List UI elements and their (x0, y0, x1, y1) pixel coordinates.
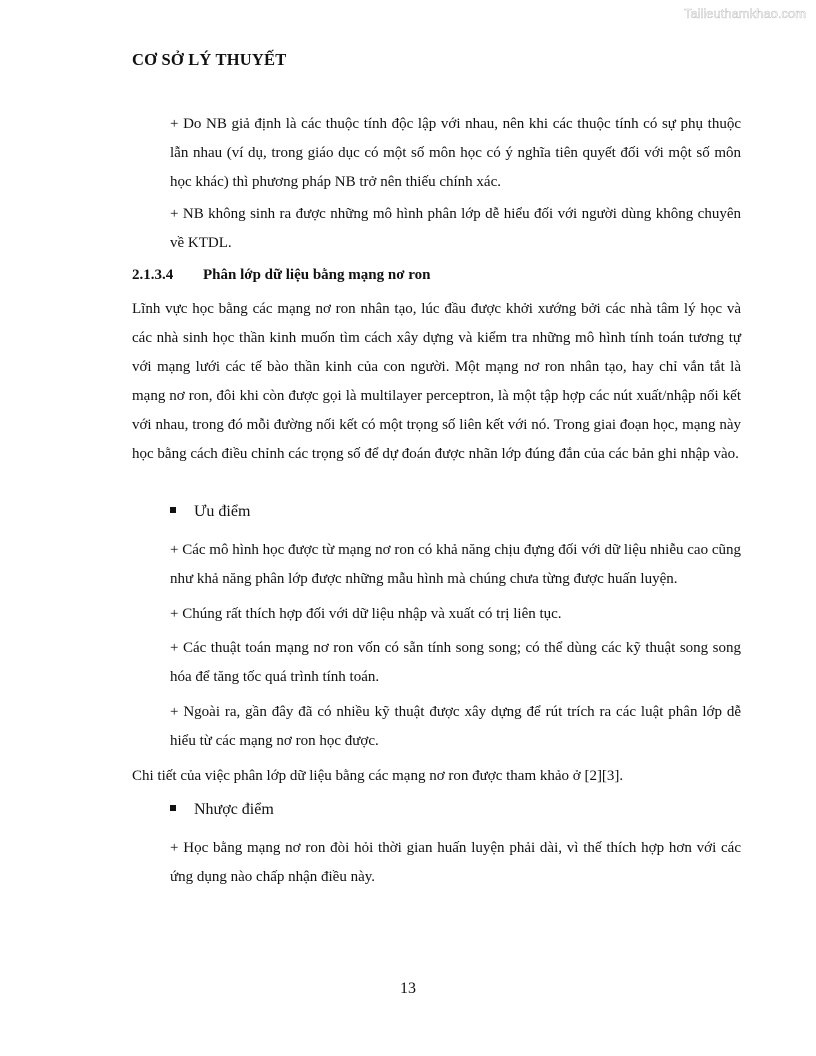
advantages-title: Ưu điểm (194, 503, 251, 520)
page-number: 13 (400, 980, 416, 997)
nb-item-1: + Do NB giả định là các thuộc tính độc lập với nhau, nên khi các thuộc tính có sự phụ thuộc lẫn nhau (ví dụ, trong giáo dục có một số môn học có ý nghĩa tiên quyết đối với một số môn học khác) thì phương pháp NB trở nên thiếu chính xác. (170, 116, 741, 190)
square-bullet-icon (170, 805, 176, 811)
reference-paragraph: Chi tiết của việc phân lớp dữ liệu bằng các mạng nơ ron được tham khảo ở [2][3]. (132, 768, 624, 784)
square-bullet-icon (170, 507, 176, 513)
watermark: Tailieuthamkhao.com (683, 6, 806, 21)
section-title: Phân lớp dữ liệu bằng mạng nơ ron (203, 267, 431, 283)
disadvantage-item-1: + Học bằng mạng nơ ron đòi hỏi thời gian huấn luyện phải dài, vì thế thích hợp hơn với các ứng dụng nào chấp nhận điều này. (170, 840, 741, 885)
advantages-heading (170, 503, 250, 521)
section-number: 2.1.3.4 (132, 267, 174, 283)
disadvantages-title: Nhược điểm (194, 801, 274, 818)
disadvantages-heading (170, 801, 274, 819)
advantage-item-1: + Các mô hình học được từ mạng nơ ron có khả năng chịu đựng đối với dữ liệu nhiễu cao cũng như khả năng phân lớp được những mẫu hình mà chúng chưa từng được huấn luyện. (170, 542, 741, 587)
advantage-item-3: + Các thuật toán mạng nơ ron vốn có sẵn tính song song; có thể dùng các kỹ thuật song song hóa để tăng tốc quá trình tính toán. (170, 640, 741, 685)
advantage-item-4: + Ngoài ra, gần đây đã có nhiều kỹ thuật được xây dựng để rút trích ra các luật phân lớp dễ hiểu từ các mạng nơ ron học được. (170, 704, 741, 749)
advantage-item-2: + Chúng rất thích hợp đối với dữ liệu nhập và xuất có trị liên tục. (170, 606, 562, 622)
nb-item-2: + NB không sinh ra được những mô hình phân lớp dễ hiểu đối với người dùng không chuyên về KTDL. (170, 206, 741, 251)
intro-paragraph: Lĩnh vực học bằng các mạng nơ ron nhân tạo, lúc đầu được khởi xướng bởi các nhà tâm lý học và các nhà sinh học thần kinh muốn tìm cách xây dựng và kiểm tra những mô hình tính toán tương tự với mạng lưới các tế bào thần kinh của con người. Một mạng nơ ron nhân tạo, hay chỉ vắn tắt là mạng nơ ron, đôi khi còn được gọi là multilayer perceptron, là một tập hợp các nút xuất/nhập nối kết với nhau, trong đó mỗi đường nối kết có một trọng số liên kết với nó. Trong giai đoạn học, mạng này học bằng cách điều chỉnh các trọng số để dự đoán được nhãn lớp đúng đắn của các bản ghi nhập vào. (132, 301, 741, 462)
section-heading (132, 267, 431, 284)
page-header: CƠ SỞ LÝ THUYẾT (132, 50, 287, 69)
